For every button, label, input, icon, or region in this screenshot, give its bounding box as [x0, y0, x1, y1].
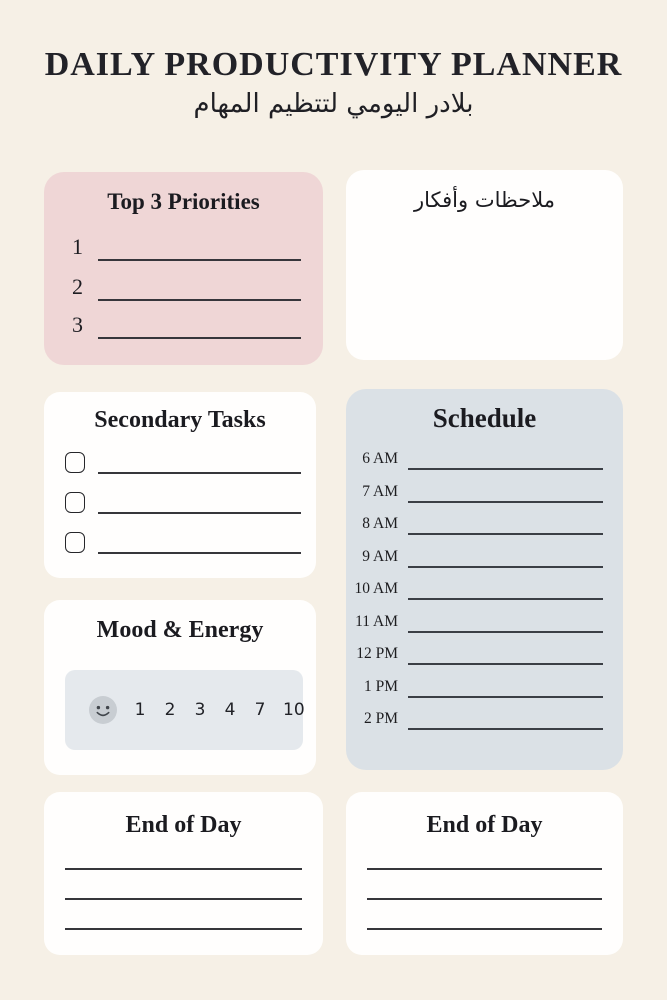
schedule-time-label: 9 AM [362, 548, 398, 565]
schedule-row [354, 509, 603, 535]
schedule-card [346, 389, 623, 770]
task-checkbox[interactable] [65, 452, 85, 473]
schedule-title: Schedule [432, 403, 537, 433]
priority-row [70, 271, 301, 301]
schedule-entry-line[interactable] [408, 631, 603, 633]
mood-scale-option[interactable]: 2 [164, 700, 176, 720]
schedule-row [354, 542, 603, 568]
notes-blank-area[interactable] [358, 222, 611, 348]
mood-scale-option[interactable]: 7 [254, 700, 266, 720]
mood-scale-strip [65, 670, 303, 750]
end-of-day-title: End of Day [426, 812, 543, 838]
schedule-row [354, 574, 603, 600]
notes-card [346, 170, 623, 360]
schedule-time-label: 6 AM [362, 450, 398, 467]
task-row [65, 528, 301, 554]
schedule-time-label: 12 PM [356, 645, 398, 662]
priority-number: 1 [72, 234, 83, 259]
schedule-time-label: 7 AM [362, 483, 398, 500]
task-row [65, 448, 301, 474]
schedule-entry-line[interactable] [408, 728, 603, 730]
schedule-entry-line[interactable] [408, 696, 603, 698]
task-checkbox[interactable] [65, 492, 85, 513]
priority-number: 2 [72, 274, 83, 299]
schedule-entry-line[interactable] [408, 598, 603, 600]
mood-scale-option[interactable]: 4 [224, 700, 236, 720]
schedule-row [354, 477, 603, 503]
schedule-entry-line[interactable] [408, 533, 603, 535]
task-checkbox[interactable] [65, 532, 85, 553]
mood-scale-option[interactable]: 10 [283, 700, 305, 720]
page-subtitle-arabic: بلادر اليومي لتتظيم المهام [193, 89, 474, 119]
schedule-row [354, 639, 603, 665]
end-of-day-input-line[interactable] [65, 868, 302, 870]
end-of-day-input-line[interactable] [367, 868, 602, 870]
priorities-card [44, 172, 323, 365]
priority-row [70, 309, 301, 339]
end-of-day-card-left [44, 792, 323, 955]
end-of-day-input-line[interactable] [65, 928, 302, 930]
schedule-time-label: 8 AM [362, 515, 398, 532]
task-input-line[interactable] [98, 552, 301, 554]
schedule-row [354, 444, 603, 470]
mood-energy-card [44, 600, 316, 775]
smiley-icon [89, 696, 117, 724]
schedule-time-label: 2 PM [363, 710, 398, 727]
priority-input-line[interactable] [98, 337, 301, 339]
schedule-entry-line[interactable] [408, 501, 603, 503]
end-of-day-input-line[interactable] [65, 898, 302, 900]
schedule-row [354, 672, 603, 698]
schedule-entry-line[interactable] [408, 468, 603, 470]
mood-scale-option[interactable]: 3 [194, 700, 206, 720]
priority-number: 3 [72, 312, 83, 337]
end-of-day-card-right [346, 792, 623, 955]
task-input-line[interactable] [98, 512, 301, 514]
priorities-title: Top 3 Priorities [107, 189, 260, 214]
schedule-time-label: 1 PM [363, 678, 398, 695]
mood-scale-option[interactable]: 1 [134, 700, 146, 720]
end-of-day-input-line[interactable] [367, 898, 602, 900]
secondary-tasks-card [44, 392, 316, 578]
priority-input-line[interactable] [98, 299, 301, 301]
schedule-entry-line[interactable] [408, 663, 603, 665]
task-row [65, 488, 301, 514]
priority-row [70, 231, 301, 261]
priority-input-line[interactable] [98, 259, 301, 261]
schedule-entry-line[interactable] [408, 566, 603, 568]
notes-title-arabic: ملاحظات وأفكار [414, 188, 555, 212]
schedule-time-label: 10 AM [354, 580, 398, 597]
task-input-line[interactable] [98, 472, 301, 474]
secondary-tasks-title: Secondary Tasks [94, 407, 266, 433]
schedule-row [354, 704, 603, 730]
mood-energy-title: Mood & Energy [96, 617, 264, 643]
schedule-row [354, 607, 603, 633]
schedule-time-label: 11 AM [355, 613, 398, 630]
page-title: DAILY PRODUCTIVITY PLANNER [44, 46, 623, 83]
end-of-day-title: End of Day [125, 812, 242, 838]
end-of-day-input-line[interactable] [367, 928, 602, 930]
